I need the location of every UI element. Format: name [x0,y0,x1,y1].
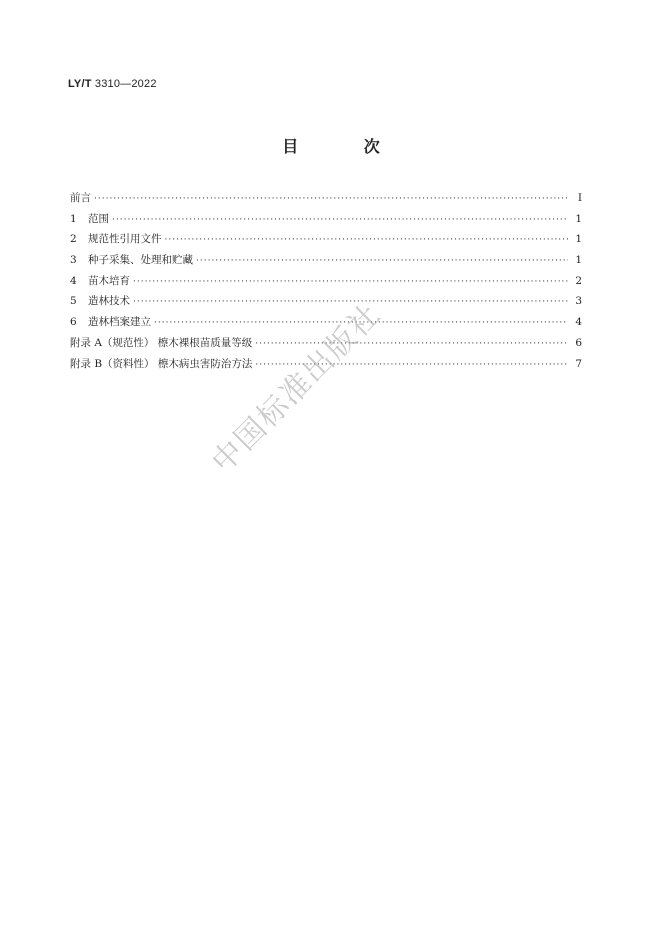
toc-entry-number: 6 [70,316,77,329]
toc-leader-dots [196,251,568,272]
toc-leader-dots [165,230,569,251]
toc-entry-text: 苗木培育 [88,274,130,287]
toc-entry-page: 6 [575,336,582,349]
toc-entry-page: 1 [575,254,582,267]
toc-entry-page: 1 [575,233,582,246]
toc-entry-page: 2 [575,274,582,287]
toc-leader-dots [133,272,568,293]
toc-entry-number: 4 [70,274,77,287]
toc-entry-5[interactable] [70,291,582,312]
toc-entry-4[interactable] [70,271,582,292]
page-title: 目 次 [282,137,410,156]
toc-entry-1[interactable] [70,209,582,230]
toc-entry-text: 范围 [88,212,109,225]
toc-entry-page: 1 [575,212,582,225]
toc-entry-page: Ⅰ [577,192,582,204]
toc-entry-text: 附录 A（规范性） 檫木裸根苗质量等级 [70,336,253,349]
toc-entry-text: 造林技术 [88,295,130,308]
toc-leader-dots [94,189,568,210]
toc-entry-number: 1 [70,212,77,225]
toc-entry-text: 前言 [70,192,91,204]
standard-code [68,78,157,90]
toc-entry-text: 种子采集、处理和贮藏 [88,254,193,267]
toc-entry-page: 3 [575,295,582,308]
toc-entry-page: 7 [575,357,582,370]
toc-entry-preface[interactable] [70,188,582,209]
toc-entry-number: 2 [70,233,77,246]
standard-prefix: LY/T [68,78,92,90]
standard-number: 3310—2022 [94,78,157,90]
toc-entry-2[interactable] [70,229,582,250]
toc-entry-page: 4 [575,316,582,329]
toc-entry-number: 3 [70,254,77,267]
toc-entry-text: 规范性引用文件 [88,233,162,246]
publisher-watermark: 中国标准出版社 [205,296,389,480]
toc-entry-number: 5 [70,295,77,308]
toc-entry-text: 造林档案建立 [88,316,151,329]
toc-leader-dots [112,210,568,231]
toc-entry-3[interactable] [70,250,582,271]
toc-entry-text: 附录 B（资料性） 檫木病虫害防治方法 [70,357,253,370]
